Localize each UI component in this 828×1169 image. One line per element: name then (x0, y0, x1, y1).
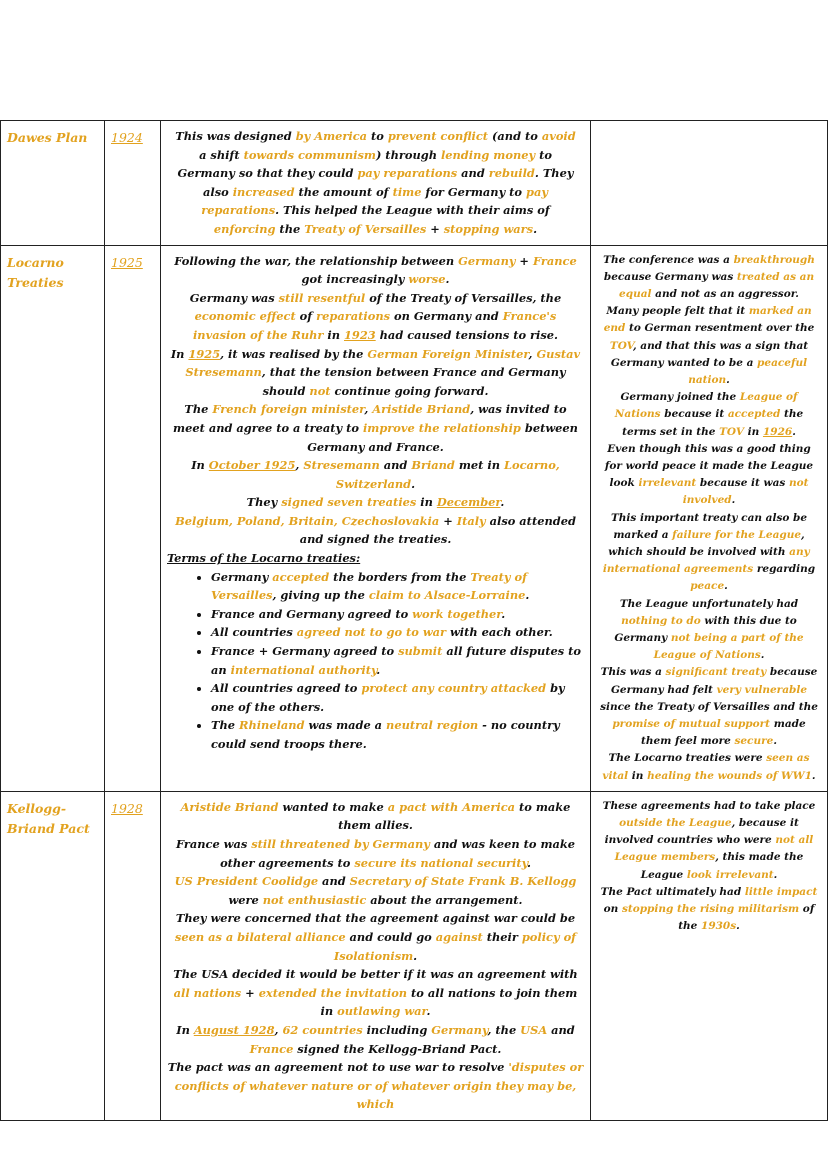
list-item: • France and Germany agreed to work together. (211, 605, 584, 624)
year-cell (105, 121, 161, 246)
paragraph: The French foreign minister, Aristide Briand, was invited to meet and agree to a treaty to improve the relationship between Germany and France. (173, 402, 578, 454)
paragraph: This was a significant treaty because Germany had felt very vulnerable since the Treaty of Versailles and the promise of mutual support made them feel more secure. (600, 666, 818, 748)
year-cell (105, 245, 161, 791)
topic-cell (1, 245, 105, 791)
paragraph: These agreements had to take place outside the League, because it involved countries who were not all League members, this made the League look irrelevant. (602, 799, 816, 881)
list-item: • The Rhineland was made a neutral region - no country could send troops there. (211, 716, 584, 753)
paragraph: The USA decided it would be better if it was an agreement with all nations + extended the invitation to all nations to join them in outlawing war. (173, 967, 578, 1019)
paragraph: The League unfortunately had nothing to do with this due to Germany not being a part of the League of Nations. (614, 597, 804, 662)
topic-cell (1, 791, 105, 1120)
year-label: 1928 (111, 800, 143, 816)
paragraph: The Pact ultimately had little impact on stopping the rising militarism of the 1930s. (600, 885, 818, 933)
paragraph: The conference was a breakthrough because Germany was treated as an equal and not as an aggressor. (603, 253, 815, 300)
paragraph: In 1925, it was realised by the German Foreign Minister, Gustav Stresemann, that the tension between France and Germany should not continue going forward. (170, 346, 581, 398)
paragraph: Germany joined the League of Nations because it accepted the terms set in the TOV in 1926. (614, 391, 804, 438)
table-row (1, 245, 828, 791)
terms-heading: Terms of the Locarno treaties: (167, 551, 361, 566)
table-row (1, 121, 828, 246)
description-cell (161, 245, 591, 791)
description-cell (161, 121, 591, 246)
paragraph: They were concerned that the agreement against war could be seen as a bilateral alliance and could go against their policy of Isolationism. (174, 911, 577, 963)
paragraph: Following the war, the relationship between Germany + France got increasingly worse. (174, 253, 577, 287)
paragraph: They signed seven treaties in December. (246, 495, 505, 510)
paragraph: Belgium, Poland, Britain, Czechoslovakia + Italy also attended and signed the treaties. (175, 513, 576, 547)
list-item: • All countries agreed not to go to war with each other. (211, 623, 584, 642)
year-label: 1924 (111, 130, 143, 145)
notes-table (0, 120, 828, 1121)
paragraph: In August 1928, 62 countries including Germany, the USA and France signed the Kellogg-Briand Pact. (176, 1022, 575, 1056)
paragraph: Even though this was a good thing for world peace it made the League look irrelevant because it was not involved. (604, 442, 814, 507)
list-item: • Germany accepted the borders from the Treaty of Versailles, giving up the claim to Alsace-Lorraine. (211, 568, 584, 605)
paragraph: This important treaty can also be marked a failure for the League, which should be involved with any international agreements regarding peace. (602, 511, 816, 593)
topic-label: Locarno Treaties (7, 254, 64, 290)
list-item: • France + Germany agreed to submit all future disputes to an international authority. (211, 642, 584, 679)
year-label: 1925 (111, 254, 143, 270)
table-row (1, 791, 828, 1120)
list-item: • All countries agreed to protect any country attacked by one of the others. (211, 679, 584, 716)
paragraph: In October 1925, Stresemann and Briand met in Locarno, Switzerland. (191, 458, 560, 491)
notes-cell (591, 791, 828, 1120)
paragraph: The Locarno treaties were seen as vital in healing the wounds of WW1. (602, 752, 816, 782)
notes-cell (591, 245, 828, 791)
paragraph: This was designed by America to prevent conflict (and to avoid a shift towards communism) through lending money to Germany so that they could pay reparations and rebuild. They also increased the amount of time for Germany to pay reparations. This helped the League with their aims of enforcing the Treaty of Versailles + stopping wars. (175, 129, 576, 236)
notes-cell (591, 121, 828, 246)
paragraph: France was still threatened by Germany and was keen to make other agreements to secure its national security. (175, 837, 576, 870)
paragraph: Germany was still resentful of the Treaty of Versailles, the economic effect of reparations on Germany and France's invasion of the Ruhr in 1923 had caused tensions to rise. (189, 290, 562, 342)
paragraph: Many people felt that it marked an end to German resentment over the TOV, and that this was a sign that Germany wanted to be a peaceful nation. (603, 305, 815, 386)
paragraph: US President Coolidge and Secretary of State Frank B. Kellogg were not enthusiastic about the arrangement. (174, 874, 577, 907)
topic-label: Dawes Plan (7, 130, 88, 145)
paragraph: The pact was an agreement not to use war to resolve 'disputes or conflicts of whatever nature or of whatever origin they may be, which (167, 1060, 584, 1112)
topic-cell (1, 121, 105, 246)
topic-label: Kellogg-Briand Pact (7, 800, 90, 836)
description-cell (161, 791, 591, 1120)
terms-list (167, 568, 584, 754)
paragraph: Aristide Briand wanted to make a pact with America to make them allies. (180, 799, 571, 833)
year-cell (105, 791, 161, 1120)
